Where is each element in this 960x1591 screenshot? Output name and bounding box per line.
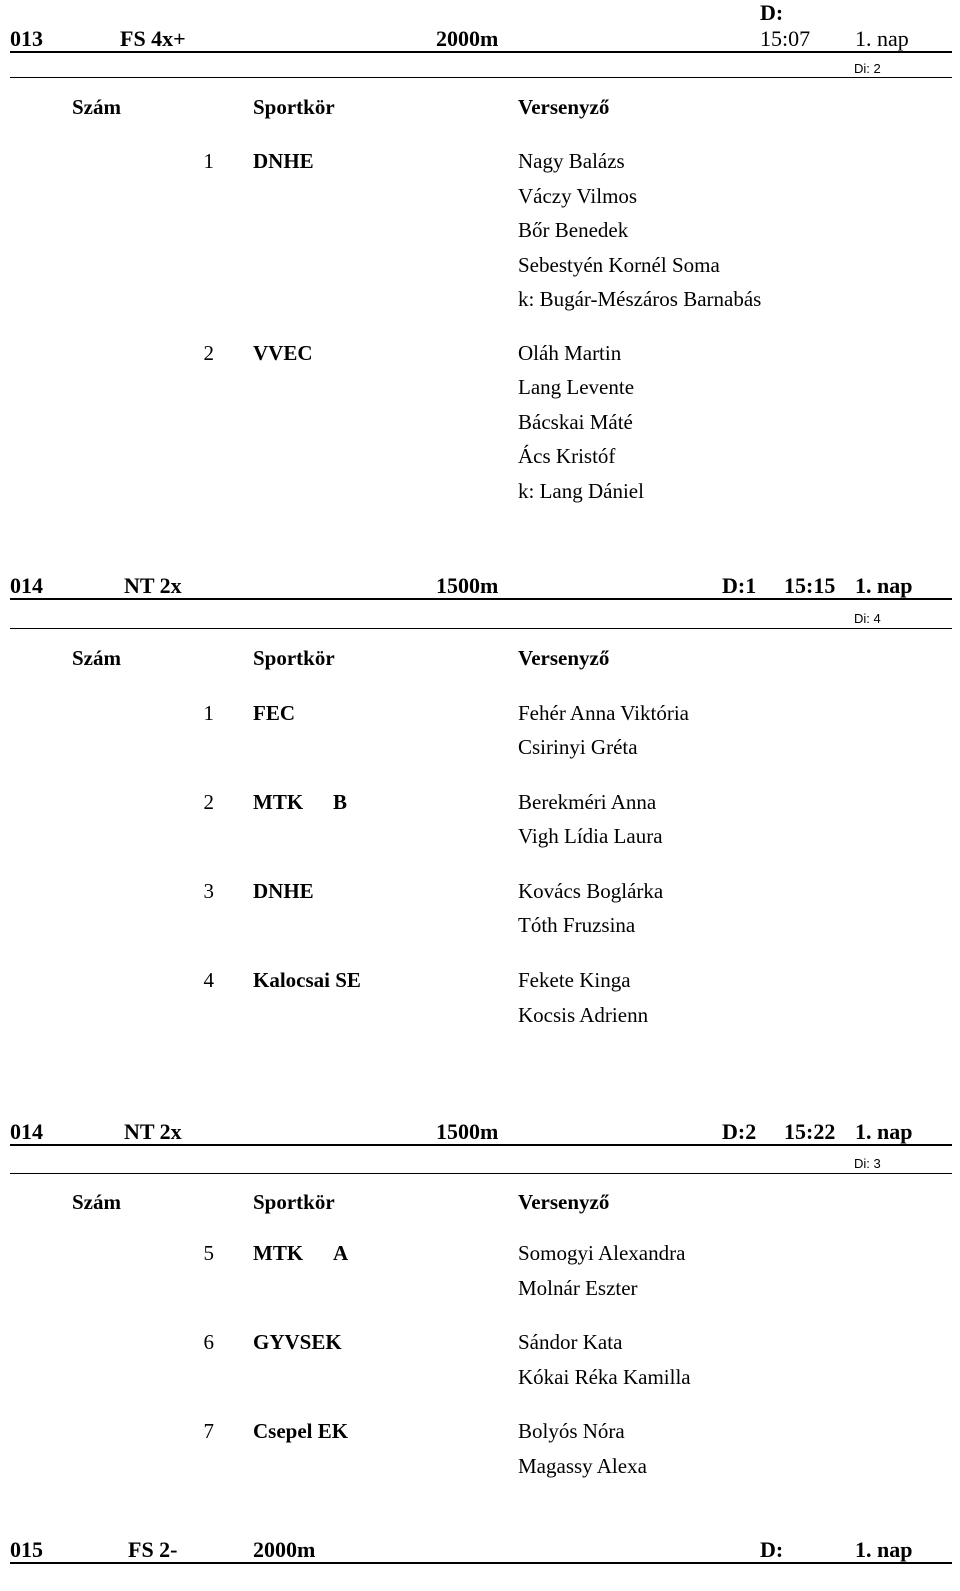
race-distance: 1500m [436,573,499,598]
lane-number: 6 [203,1330,214,1354]
race-day: 1. nap [855,573,913,598]
athlete-name: Nagy Balázs [518,149,625,173]
column-header-number: Szám [72,95,121,119]
boat-class: NT 2x [124,573,182,598]
column-header-number: Szám [72,646,121,670]
club-name: FEC [253,701,295,725]
lane-number: 2 [203,790,214,814]
lane-count: Di: 3 [854,1156,881,1171]
athlete-name: Sándor Kata [518,1330,623,1354]
club-name: VVEC [253,341,313,365]
divider-rule [10,628,952,629]
club-name: DNHE [253,149,314,173]
boat-class: FS 2- [128,1537,178,1562]
start-time: 15:22 [784,1119,836,1144]
race-day: 1. nap [855,1537,913,1562]
lane-number: 5 [203,1241,214,1265]
lane-number: 7 [203,1419,214,1443]
athlete-name: Berekméri Anna [518,790,657,814]
heat-label: D:1 [722,573,757,598]
divider-rule [10,77,952,78]
athlete-name: Bőr Benedek [518,218,629,242]
athlete-name: Ács Kristóf [518,444,616,468]
crew-letter: A [333,1241,349,1265]
column-header-club: Sportkör [253,1190,335,1214]
club-name: DNHE [253,879,314,903]
club-name: MTK [253,790,304,814]
club-name: GYVSEK [253,1330,342,1354]
athlete-name: Lang Levente [518,375,635,399]
column-header-athlete: Versenyző [518,1190,610,1214]
header-rule [10,1562,952,1564]
athlete-name: Fehér Anna Viktória [518,701,689,725]
lane-number: 2 [203,341,214,365]
athlete-name: Oláh Martin [518,341,622,365]
athlete-name: Magassy Alexa [518,1454,647,1478]
column-header-athlete: Versenyző [518,95,610,119]
athlete-name: Fekete Kinga [518,968,631,992]
start-time: 15:07 [760,26,811,51]
coxswain-name: k: Lang Dániel [518,479,644,503]
crew-letter: B [333,790,348,814]
boat-class: FS 4x+ [120,26,186,51]
boat-class: NT 2x [124,1119,182,1144]
athlete-name: Vigh Lídia Laura [518,824,663,848]
race-day: 1. nap [855,26,909,51]
header-rule [10,598,952,600]
race-day: 1. nap [855,1119,913,1144]
heat-label: D: [760,1537,784,1562]
club-name: Kalocsai SE [253,968,361,992]
coxswain-name: k: Bugár-Mészáros Barnabás [518,287,762,311]
race-distance: 1500m [436,1119,499,1144]
athlete-name: Molnár Eszter [518,1276,638,1300]
athlete-name: Kovács Boglárka [518,879,664,903]
event-number: 015 [10,1537,43,1562]
event-number: 013 [10,26,43,51]
athlete-name: Tóth Fruzsina [518,913,636,937]
event-number: 014 [10,573,43,598]
athlete-name: Somogyi Alexandra [518,1241,686,1265]
club-name: Csepel EK [253,1419,349,1443]
lane-count: Di: 2 [854,61,881,76]
lane-number: 1 [203,149,214,173]
race-distance: 2000m [436,26,499,51]
header-rule [10,1144,952,1146]
athlete-name: Kocsis Adrienn [518,1003,649,1027]
athlete-name: Kókai Réka Kamilla [518,1365,691,1389]
athlete-name: Bolyós Nóra [518,1419,625,1443]
start-time: 15:15 [784,573,836,598]
column-header-club: Sportkör [253,95,335,119]
lane-count: Di: 4 [854,611,881,626]
race-distance: 2000m [253,1537,316,1562]
athlete-name: Sebestyén Kornél Soma [518,253,720,277]
club-name: MTK [253,1241,304,1265]
lane-number: 3 [203,879,214,903]
column-header-athlete: Versenyző [518,646,610,670]
event-number: 014 [10,1119,43,1144]
column-header-number: Szám [72,1190,121,1214]
heat-label: D: [760,0,784,25]
athlete-name: Váczy Vilmos [518,184,638,208]
lane-number: 4 [203,968,214,992]
athlete-name: Bácskai Máté [518,410,633,434]
header-rule [10,51,952,53]
divider-rule [10,1173,952,1174]
athlete-name: Csirinyi Gréta [518,735,638,759]
column-header-club: Sportkör [253,646,335,670]
heat-label: D:2 [722,1119,757,1144]
lane-number: 1 [203,701,214,725]
